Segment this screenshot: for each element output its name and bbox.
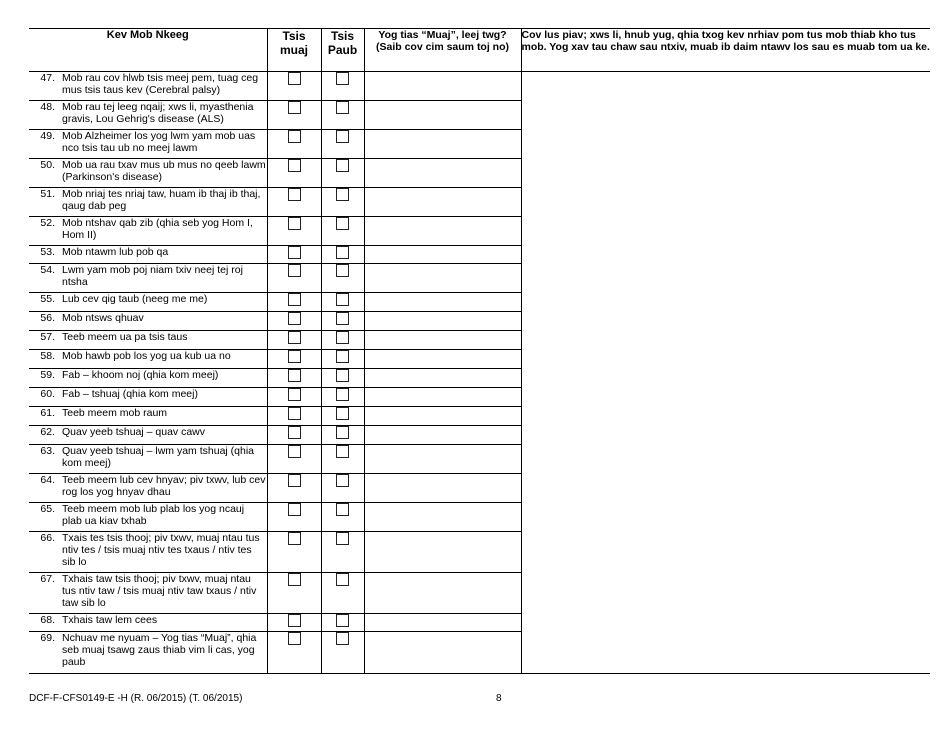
condition-label: Lub cev qig taub (neeg me me) bbox=[62, 293, 208, 305]
condition-cell bbox=[29, 426, 267, 445]
condition-label: Mob ua rau txav mus ub mus no qeeb lawm (Parkinson's disease) bbox=[62, 159, 266, 183]
always-checkbox[interactable] bbox=[336, 188, 349, 201]
always-checkbox-cell bbox=[321, 101, 364, 130]
current-checkbox[interactable] bbox=[288, 188, 301, 201]
who-input-cell[interactable] bbox=[364, 369, 521, 388]
condition-label: Mob ntawm lub pob qa bbox=[62, 246, 169, 258]
row-number: 66. bbox=[40, 532, 55, 544]
current-checkbox-cell bbox=[267, 72, 321, 101]
condition-cell bbox=[29, 407, 267, 426]
always-checkbox[interactable] bbox=[336, 130, 349, 143]
always-checkbox-cell bbox=[321, 264, 364, 293]
current-checkbox[interactable] bbox=[288, 264, 301, 277]
always-checkbox[interactable] bbox=[336, 369, 349, 382]
condition-label: Mob nriaj tes nriaj taw, huam ib thaj ib thaj, qaug dab peg bbox=[62, 188, 261, 212]
condition-cell bbox=[29, 350, 267, 369]
condition-label: Mob rau tej leeg nqaij; xws li, myasthenia gravis, Lou Gehrig's disease (ALS) bbox=[62, 101, 254, 125]
who-input-cell[interactable] bbox=[364, 350, 521, 369]
current-checkbox[interactable] bbox=[288, 632, 301, 645]
always-checkbox-cell bbox=[321, 312, 364, 331]
always-checkbox[interactable] bbox=[336, 217, 349, 230]
condition-label: Txhais taw lem cees bbox=[62, 614, 158, 626]
current-checkbox[interactable] bbox=[288, 130, 301, 143]
current-checkbox[interactable] bbox=[288, 369, 301, 382]
current-checkbox[interactable] bbox=[288, 573, 301, 586]
who-input-cell[interactable] bbox=[364, 474, 521, 503]
page-number: 8 bbox=[496, 693, 502, 704]
condition-cell bbox=[29, 632, 267, 674]
current-checkbox[interactable] bbox=[288, 503, 301, 516]
row-number: 49. bbox=[40, 130, 55, 142]
row-number: 50. bbox=[40, 159, 55, 171]
condition-cell bbox=[29, 503, 267, 532]
current-checkbox[interactable] bbox=[288, 159, 301, 172]
who-input-cell[interactable] bbox=[364, 101, 521, 130]
who-input-cell[interactable] bbox=[364, 188, 521, 217]
condition-cell bbox=[29, 246, 267, 264]
condition-cell bbox=[29, 369, 267, 388]
condition-cell bbox=[29, 293, 267, 312]
always-checkbox-cell bbox=[321, 130, 364, 159]
condition-cell bbox=[29, 312, 267, 331]
row-number: 62. bbox=[40, 426, 55, 438]
header-yes-who: Yog tias “Muaj”, leej twg? (Saib cov cim saum toj no) bbox=[364, 29, 521, 72]
condition-cell bbox=[29, 72, 267, 101]
condition-label: Mob ntsws qhuav bbox=[62, 312, 144, 324]
row-number: 67. bbox=[40, 573, 55, 585]
current-checkbox-cell bbox=[267, 426, 321, 445]
always-checkbox[interactable] bbox=[336, 474, 349, 487]
who-input-cell[interactable] bbox=[364, 426, 521, 445]
row-number: 53. bbox=[40, 246, 55, 258]
current-checkbox-cell bbox=[267, 407, 321, 426]
current-checkbox-cell bbox=[267, 130, 321, 159]
condition-cell bbox=[29, 532, 267, 573]
current-checkbox[interactable] bbox=[288, 388, 301, 401]
always-checkbox[interactable] bbox=[336, 101, 349, 114]
current-checkbox-cell bbox=[267, 445, 321, 474]
current-checkbox-cell bbox=[267, 312, 321, 331]
always-checkbox-cell bbox=[321, 407, 364, 426]
condition-label: Nchuav me nyuam – Yog tias “Muaj”, qhia seb muaj tsawg zaus thiab vim li cas, yog paub bbox=[62, 632, 257, 668]
current-checkbox[interactable] bbox=[288, 426, 301, 439]
condition-label: Txais tes tsis thooj; piv txwv, muaj ntau tus ntiv tes / tsis muaj ntiv tes txaus / ntiv tes sib lo bbox=[62, 532, 260, 568]
row-number: 54. bbox=[40, 264, 55, 276]
always-checkbox[interactable] bbox=[336, 264, 349, 277]
current-checkbox-cell bbox=[267, 369, 321, 388]
current-checkbox[interactable] bbox=[288, 474, 301, 487]
current-checkbox[interactable] bbox=[288, 217, 301, 230]
who-input-cell[interactable] bbox=[364, 532, 521, 573]
who-input-cell[interactable] bbox=[364, 503, 521, 532]
current-checkbox[interactable] bbox=[288, 293, 301, 306]
always-checkbox-cell bbox=[321, 532, 364, 573]
who-input-cell[interactable] bbox=[364, 72, 521, 101]
always-checkbox-cell bbox=[321, 632, 364, 674]
always-checkbox-cell bbox=[321, 503, 364, 532]
current-checkbox-cell bbox=[267, 159, 321, 188]
current-checkbox-cell bbox=[267, 573, 321, 614]
condition-cell bbox=[29, 474, 267, 503]
always-checkbox-cell bbox=[321, 188, 364, 217]
header-always: Tsis Paub bbox=[321, 29, 364, 72]
always-checkbox[interactable] bbox=[336, 350, 349, 363]
current-checkbox-cell bbox=[267, 350, 321, 369]
condition-label: Teeb meem mob lub plab los yog ncauj plab ua kiav txhab bbox=[62, 503, 245, 527]
condition-label: Fab – khoom noj (qhia kom meej) bbox=[62, 369, 219, 381]
row-number: 56. bbox=[40, 312, 55, 324]
current-checkbox[interactable] bbox=[288, 407, 301, 420]
always-checkbox[interactable] bbox=[336, 72, 349, 85]
row-number: 65. bbox=[40, 503, 55, 515]
row-number: 57. bbox=[40, 331, 55, 343]
who-input-cell[interactable] bbox=[364, 614, 521, 632]
current-checkbox[interactable] bbox=[288, 532, 301, 545]
row-number: 55. bbox=[40, 293, 55, 305]
form-id: DCF-F-CFS0149-E -H (R. 06/2015) (T. 06/2015) bbox=[29, 693, 243, 704]
row-number: 60. bbox=[40, 388, 55, 400]
current-checkbox-cell bbox=[267, 246, 321, 264]
condition-label: Mob Alzheimer los yog lwm yam mob uas nco tsis tau ub no meej lawm bbox=[62, 130, 256, 154]
always-checkbox[interactable] bbox=[336, 632, 349, 645]
condition-cell bbox=[29, 130, 267, 159]
condition-label: Txhais taw tsis thooj; piv txwv, muaj ntau tus ntiv taw / tsis muaj ntiv taw txaus / ntiv taw sib lo bbox=[62, 573, 257, 609]
who-input-cell[interactable] bbox=[364, 130, 521, 159]
who-input-cell[interactable] bbox=[364, 159, 521, 188]
current-checkbox-cell bbox=[267, 474, 321, 503]
condition-label: Quav yeeb tshuaj – lwm yam tshuaj (qhia kom meej) bbox=[62, 445, 255, 469]
row-number: 51. bbox=[40, 188, 55, 200]
always-checkbox-cell bbox=[321, 474, 364, 503]
who-input-cell[interactable] bbox=[364, 246, 521, 264]
always-checkbox-cell bbox=[321, 217, 364, 246]
always-checkbox-cell bbox=[321, 369, 364, 388]
current-checkbox-cell bbox=[267, 188, 321, 217]
table-row bbox=[29, 72, 930, 101]
current-checkbox[interactable] bbox=[288, 331, 301, 344]
always-checkbox[interactable] bbox=[336, 532, 349, 545]
who-input-cell[interactable] bbox=[364, 264, 521, 293]
always-checkbox[interactable] bbox=[336, 614, 349, 627]
who-input-cell[interactable] bbox=[364, 407, 521, 426]
condition-cell bbox=[29, 614, 267, 632]
who-input-cell[interactable] bbox=[364, 217, 521, 246]
condition-cell bbox=[29, 264, 267, 293]
who-input-cell[interactable] bbox=[364, 312, 521, 331]
row-number: 48. bbox=[40, 101, 55, 113]
condition-cell bbox=[29, 573, 267, 614]
row-number: 47. bbox=[40, 72, 55, 84]
always-checkbox[interactable] bbox=[336, 331, 349, 344]
current-checkbox-cell bbox=[267, 532, 321, 573]
always-checkbox-cell bbox=[321, 350, 364, 369]
always-checkbox[interactable] bbox=[336, 573, 349, 586]
always-checkbox-cell bbox=[321, 426, 364, 445]
current-checkbox-cell bbox=[267, 331, 321, 350]
condition-label: Mob hawb pob los yog ua kub ua no bbox=[62, 350, 231, 362]
current-checkbox-cell bbox=[267, 503, 321, 532]
condition-cell bbox=[29, 331, 267, 350]
always-checkbox-cell bbox=[321, 388, 364, 407]
who-input-cell[interactable] bbox=[364, 388, 521, 407]
explanation-area[interactable] bbox=[521, 72, 930, 674]
current-checkbox[interactable] bbox=[288, 312, 301, 325]
row-number: 58. bbox=[40, 350, 55, 362]
condition-cell bbox=[29, 445, 267, 474]
always-checkbox[interactable] bbox=[336, 426, 349, 439]
condition-label: Quav yeeb tshuaj – quav cawv bbox=[62, 426, 206, 438]
header-condition: Kev Mob Nkeeg bbox=[29, 29, 267, 72]
current-checkbox[interactable] bbox=[288, 72, 301, 85]
always-checkbox[interactable] bbox=[336, 312, 349, 325]
current-checkbox-cell bbox=[267, 217, 321, 246]
current-checkbox[interactable] bbox=[288, 350, 301, 363]
current-checkbox-cell bbox=[267, 614, 321, 632]
row-number: 68. bbox=[40, 614, 55, 626]
condition-label: Teeb meem mob raum bbox=[62, 407, 168, 419]
current-checkbox-cell bbox=[267, 632, 321, 674]
always-checkbox-cell bbox=[321, 445, 364, 474]
header-explain: Cov lus piav; xws li, hnub yug, qhia txog kev nrhiav pom tus mob thiab kho tus mob. Yog xav tau chaw sau ntxiv, muab ib daim ntawv los sau es muab tom ua ke. bbox=[521, 29, 930, 72]
current-checkbox[interactable] bbox=[288, 445, 301, 458]
always-checkbox[interactable] bbox=[336, 407, 349, 420]
always-checkbox-cell bbox=[321, 331, 364, 350]
always-checkbox-cell bbox=[321, 246, 364, 264]
row-number: 59. bbox=[40, 369, 55, 381]
condition-label: Fab – tshuaj (qhia kom meej) bbox=[62, 388, 198, 400]
who-input-cell[interactable] bbox=[364, 573, 521, 614]
current-checkbox-cell bbox=[267, 388, 321, 407]
who-input-cell[interactable] bbox=[364, 293, 521, 312]
row-number: 64. bbox=[40, 474, 55, 486]
always-checkbox-cell bbox=[321, 293, 364, 312]
always-checkbox-cell bbox=[321, 159, 364, 188]
condition-label: Mob rau cov hlwb tsis meej pem, tuag ceg mus tsis taus kev (Cerebral palsy) bbox=[62, 72, 259, 96]
header-current: Tsis muaj bbox=[267, 29, 321, 72]
row-number: 52. bbox=[40, 217, 55, 229]
current-checkbox-cell bbox=[267, 101, 321, 130]
always-checkbox-cell bbox=[321, 614, 364, 632]
who-input-cell[interactable] bbox=[364, 632, 521, 674]
always-checkbox[interactable] bbox=[336, 159, 349, 172]
condition-cell bbox=[29, 388, 267, 407]
always-checkbox-cell bbox=[321, 573, 364, 614]
current-checkbox-cell bbox=[267, 293, 321, 312]
row-number: 69. bbox=[40, 632, 55, 644]
current-checkbox[interactable] bbox=[288, 614, 301, 627]
row-number: 61. bbox=[40, 407, 55, 419]
condition-label: Lwm yam mob poj niam txiv neej tej roj ntsha bbox=[62, 264, 243, 288]
who-input-cell[interactable] bbox=[364, 331, 521, 350]
row-number: 63. bbox=[40, 445, 55, 457]
always-checkbox[interactable] bbox=[336, 388, 349, 401]
condition-label: Teeb meem lub cev hnyav; piv txwv, lub cev rog los yog hnyav dhau bbox=[62, 474, 266, 498]
who-input-cell[interactable] bbox=[364, 445, 521, 474]
current-checkbox[interactable] bbox=[288, 101, 301, 114]
always-checkbox[interactable] bbox=[336, 503, 349, 516]
condition-cell bbox=[29, 159, 267, 188]
condition-label: Mob ntshav qab zib (qhia seb yog Hom I, Hom II) bbox=[62, 217, 253, 241]
condition-cell bbox=[29, 217, 267, 246]
always-checkbox[interactable] bbox=[336, 445, 349, 458]
always-checkbox[interactable] bbox=[336, 293, 349, 306]
condition-cell bbox=[29, 101, 267, 130]
current-checkbox-cell bbox=[267, 264, 321, 293]
condition-label: Teeb meem ua pa tsis taus bbox=[62, 331, 188, 343]
condition-cell bbox=[29, 188, 267, 217]
always-checkbox[interactable] bbox=[336, 246, 349, 259]
medical-conditions-table bbox=[29, 28, 930, 674]
always-checkbox-cell bbox=[321, 72, 364, 101]
current-checkbox[interactable] bbox=[288, 246, 301, 259]
